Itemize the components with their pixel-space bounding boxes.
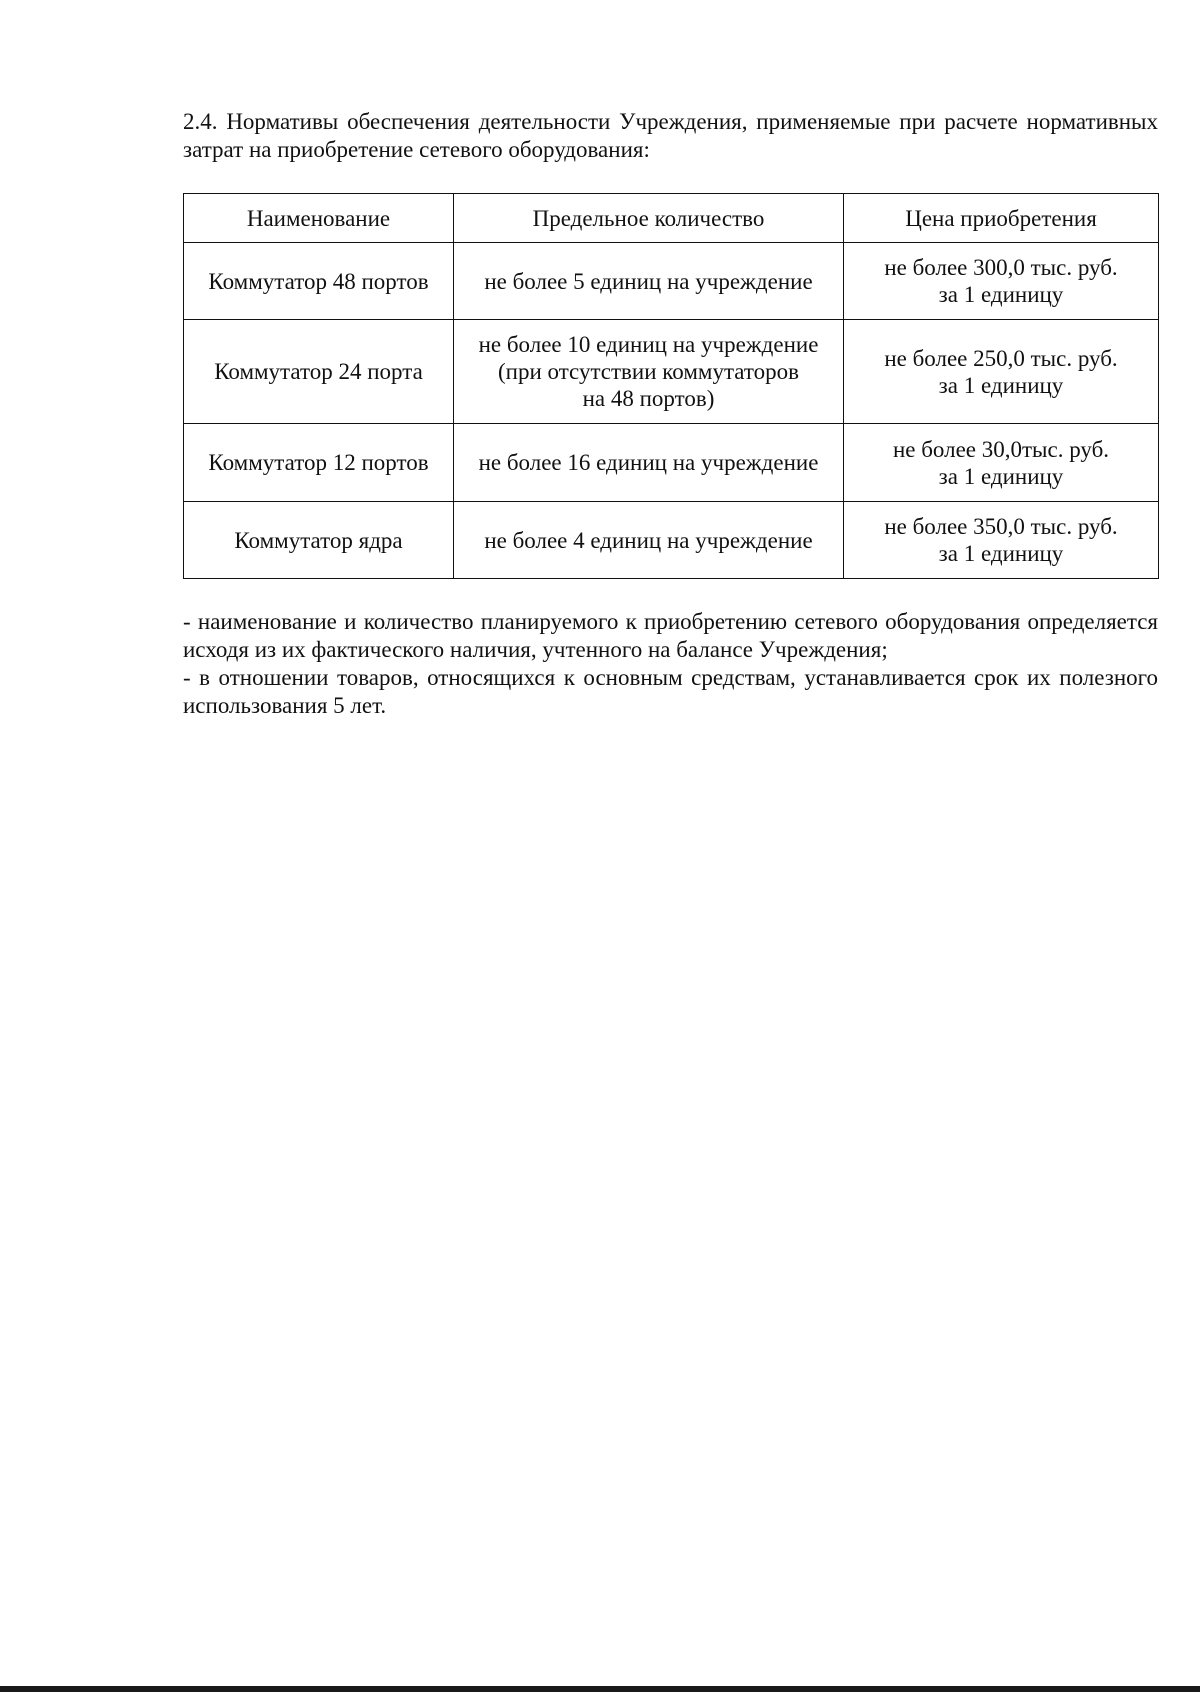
row-quantity-cell — [454, 320, 844, 424]
table-row — [184, 424, 1159, 502]
price-unit-line: за 1 единицу — [938, 463, 1064, 489]
row-quantity-cell — [454, 502, 844, 579]
table-header-row — [184, 194, 1159, 243]
row-name-cell: Коммутатор ядра — [184, 502, 454, 579]
row-price-cell — [844, 320, 1159, 424]
quantity-line: не более 16 единиц на учреждение — [478, 450, 819, 475]
quantity-line: не более 10 единиц на учреждение — [478, 332, 819, 357]
quantity-condition-line: (при отсутствии коммутаторов — [497, 359, 799, 384]
row-price-cell — [844, 424, 1159, 502]
table-row — [184, 502, 1159, 579]
row-quantity-cell — [454, 243, 844, 320]
quantity-line: не более 5 единиц на учреждение — [484, 268, 813, 294]
price-unit-line: за 1 единицу — [938, 372, 1064, 398]
price-unit-line: за 1 единицу — [938, 541, 1064, 566]
row-quantity-cell — [454, 424, 844, 502]
note-paragraph: - наименование и количество планируемого к приобретению сетевого оборудования определяется исходя из их фактического наличия, учтенного на балансе Учреждения; — [183, 609, 1158, 662]
price-line: не более 300,0 тыс. руб. — [884, 255, 1118, 280]
page-bottom-edge — [0, 1686, 1200, 1692]
network-equipment-norms-table — [183, 193, 1159, 579]
header-name: Наименование — [184, 194, 454, 243]
quantity-condition-line: на 48 портов) — [582, 386, 715, 411]
row-name-cell: Коммутатор 12 портов — [184, 424, 454, 502]
table-row — [184, 243, 1159, 320]
row-price-cell — [844, 502, 1159, 579]
section-intro-paragraph: 2.4. Нормативы обеспечения деятельности Учреждения, применяемые при расчете нормативных затрат на приобретение сетевого оборудования: — [183, 109, 1158, 162]
row-name-cell: Коммутатор 24 порта — [184, 320, 454, 424]
header-price: Цена приобретения — [844, 194, 1159, 243]
note-paragraph: - в отношении товаров, относящихся к основным средствам, устанавливается срок их полезного использования 5 лет. — [183, 665, 1158, 718]
table-row — [184, 320, 1159, 424]
price-line: не более 350,0 тыс. руб. — [884, 514, 1118, 539]
quantity-line: не более 4 единиц на учреждение — [484, 527, 813, 553]
row-price-cell — [844, 243, 1159, 320]
price-line: не более 30,0тыс. руб. — [892, 436, 1110, 462]
header-quantity: Предельное количество — [454, 194, 844, 243]
notes-block — [183, 608, 1158, 720]
price-line: не более 250,0 тыс. руб. — [884, 345, 1118, 371]
price-unit-line: за 1 единицу — [938, 282, 1064, 307]
row-name-cell: Коммутатор 48 портов — [184, 243, 454, 320]
